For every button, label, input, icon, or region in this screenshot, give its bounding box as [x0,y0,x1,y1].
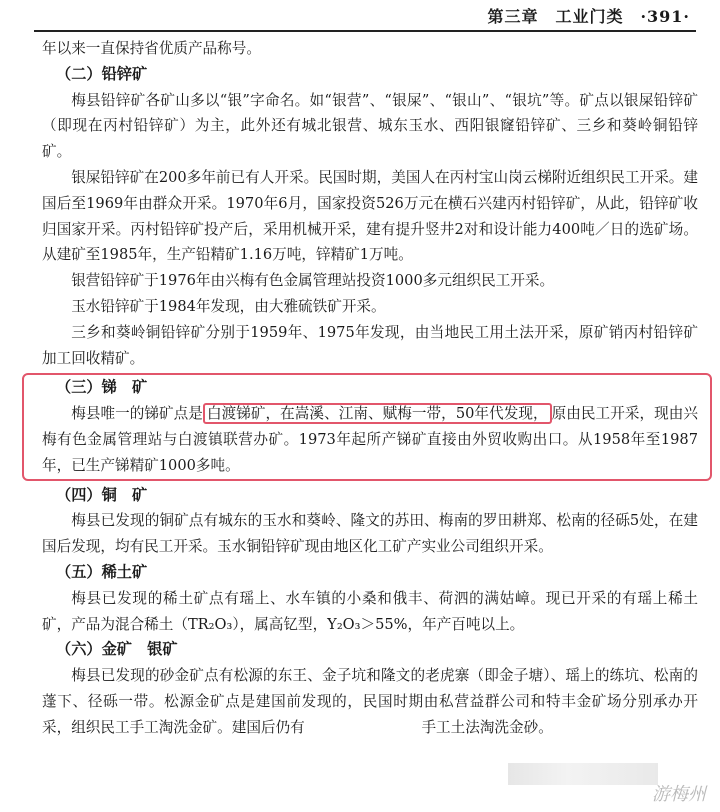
redaction-blur [508,763,658,785]
section-heading-gold-silver: （六）金矿 银矿 [56,640,178,659]
paragraph: 梅县铅锌矿各矿山多以“银”字命名。如“银营”、“银屎”、“银山”、“银坑”等。矿点以银屎铅锌矿（即现在丙村铅锌矿）为主，此外还有城北银营、城东玉水、西阳银窿铅锌矿、三乡和葵岭铜铅锌矿。 [42,91,698,161]
paragraph: 银营铅锌矿于1976年由兴梅有色金属管理站投资1000多元组织民工开采。 [71,272,555,290]
paragraph: 梅县已发现的砂金矿点有松源的东王、金子坑和隆文的老虎寨（即金子塘）、瑶上的练坑、松南的蓬下、径砾一带。松源金矿点是建国前发现的，民国时期由私营益群公司和特丰金矿场分别承办开采，组织民工手工淘洗金矿。建国后仍有 手工土法淘洗金砂。 [42,667,698,736]
paragraph: 年以来一直保持省优质产品称号。 [42,40,261,57]
highlight-box-antimony [22,373,712,480]
paragraph: 梅县已发现的稀土矿点有瑶上、水车镇的小桑和俄丰、荷泗的满姑嶂。现已开采的有瑶上稀土矿，产品为混合稀土（TR₂O₃），属高钇型，Y₂O₃＞55%，年产百吨以上。 [42,589,698,633]
section-heading-rare-earth: （五）稀土矿 [56,562,148,581]
page-content [42,36,698,741]
text-span: 原由民工开采，现由兴梅有色金属管理站与白渡镇联营办矿。1973年起所产锑矿直接由外贸收购出口。从1958年至1987年，已生产锑精矿1000多吨。 [42,405,698,474]
paragraph: 银屎铅锌矿在200多年前已有人开采。民国时期，美国人在丙村宝山岗云梯附近组织民工开采。建国后至1969年由群众开采。1970年6月，国家投资526万元在横石兴建丙村铅锌矿，从此，铅锌矿收归国家开采。丙村铅锌矿投产后，采用机械开采，建有提升竖井2对和设计能力400吨／日的选矿场。从建矿至1985年，生产铅精矿1.16万吨，锌精矿1万吨。 [42,168,698,264]
text-span: 梅县唯一的锑矿点是 [71,405,203,423]
watermark: 游梅州 [652,784,706,805]
section-heading-antimony: （三）锑 矿 [56,378,148,397]
page-header [0,0,720,40]
paragraph: 梅县已发现的铜矿点有城东的玉水和葵岭、隆文的苏田、梅南的罗田耕郑、松南的径砾5处，在建国后发现，均有民工开采。玉水铜铅锌矿现由地区化工矿产实业公司组织开采。 [42,512,698,556]
section-heading-copper: （四）铜 矿 [56,485,148,504]
header-rule [34,30,696,32]
paragraph [42,401,698,478]
chapter-title: 第三章 工业门类 ·391· [487,7,690,26]
paragraph: 玉水铅锌矿于1984年发现，由大雅硫铁矿开采。 [71,297,386,315]
section-heading-lead-zinc: （二）铅锌矿 [56,64,148,83]
paragraph: 三乡和葵岭铜铅锌矿分别于1959年、1975年发现，由当地民工用土法开采，原矿销丙村铅锌矿加工回收精矿。 [42,323,698,367]
highlighted-phrase: 白渡锑矿，在嵩溪、江南、赋梅一带，50年代发现， [203,403,552,424]
